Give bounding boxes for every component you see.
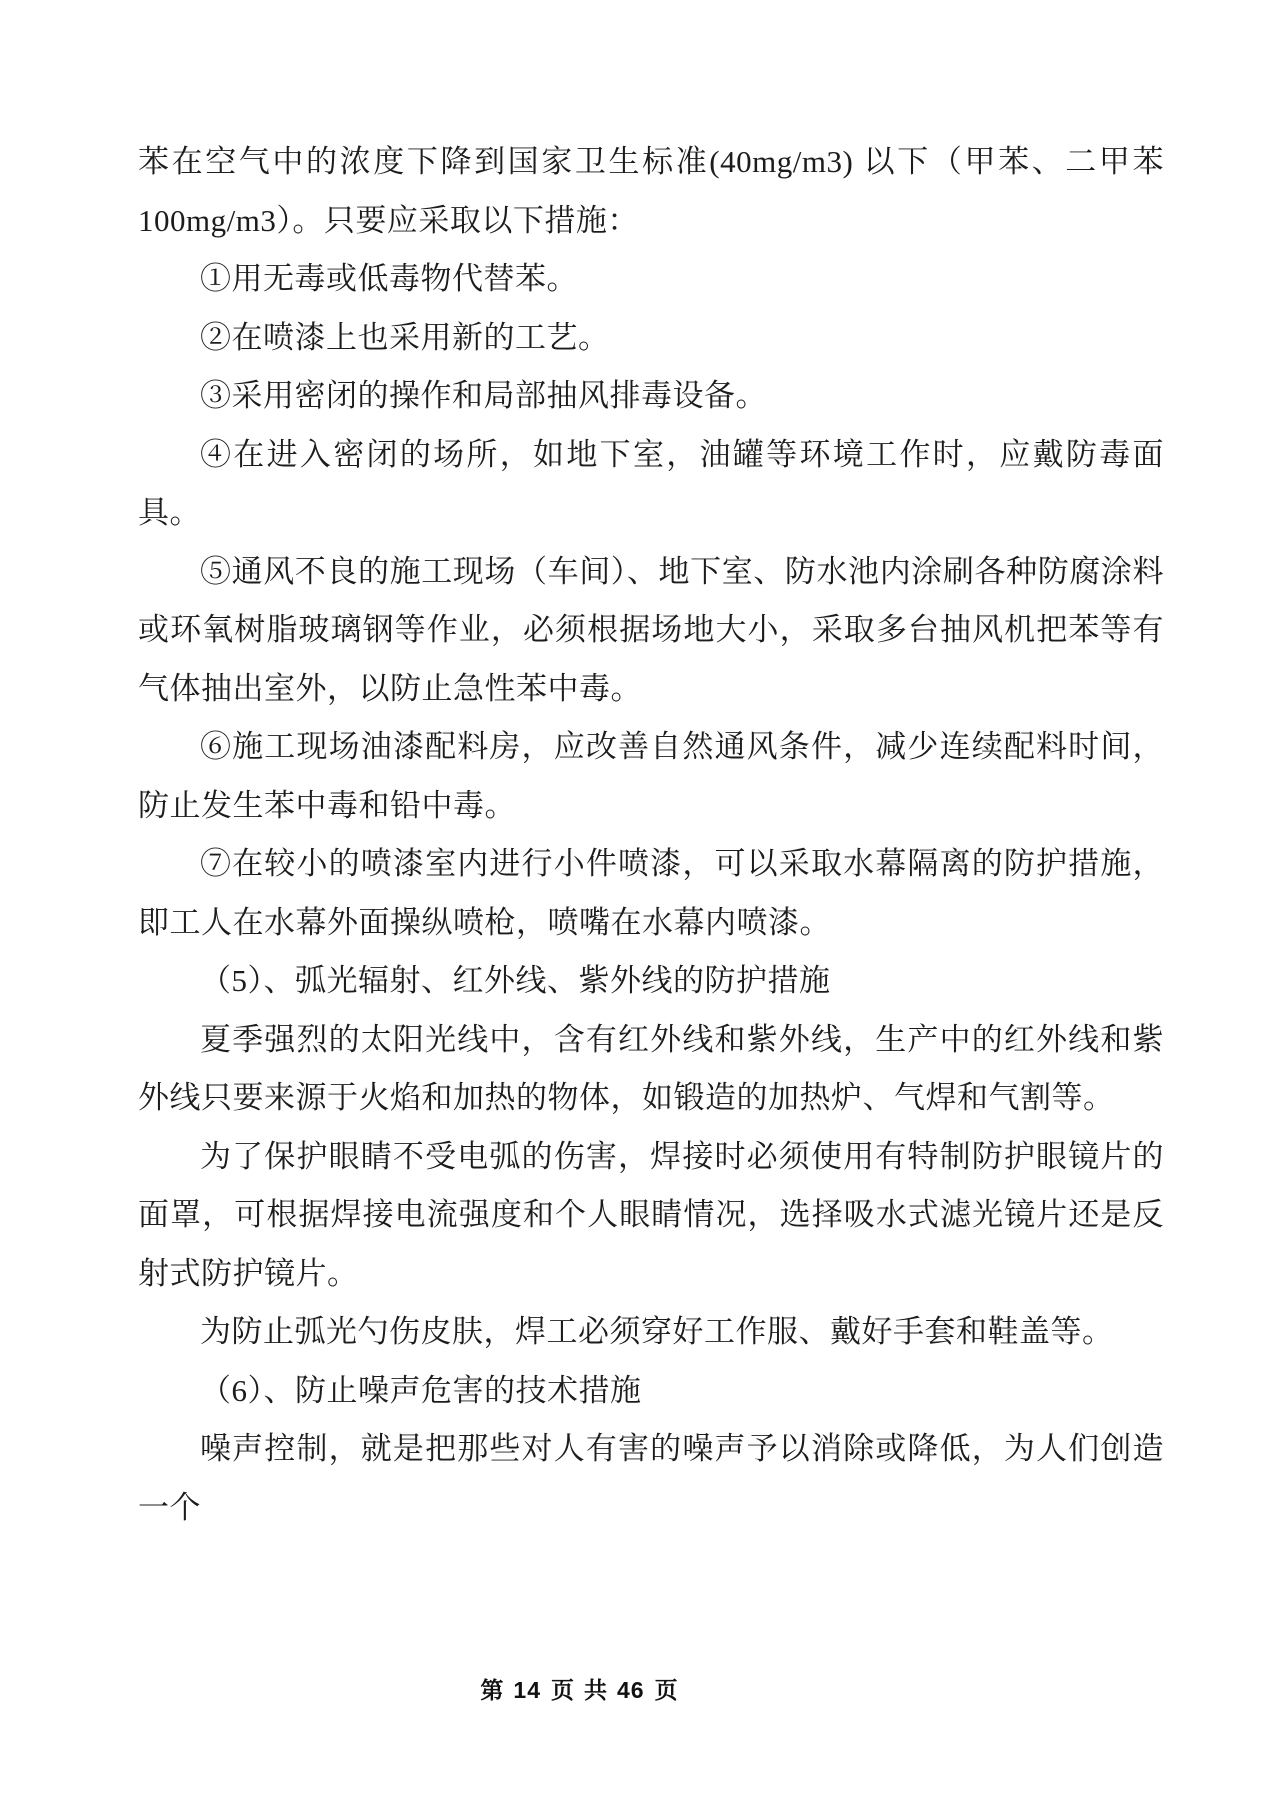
paragraph: ①用无毒或低毒物代替苯。	[200, 261, 578, 296]
footer-of-label: 共	[584, 1678, 607, 1703]
paragraph: 为了保护眼睛不受电弧的伤害，焊接时必须使用有特制防护眼镜片的面罩，可根据焊接电流强度和个人眼睛情况，选择吸水式滤光镜片还是反射式防护镜片。	[138, 1138, 1164, 1291]
paragraph: ③采用密闭的操作和局部抽风排毒设备。	[200, 378, 767, 413]
paragraph: 噪声控制，就是把那些对人有害的噪声予以消除或降低，为人们创造一个	[138, 1431, 1164, 1525]
page-footer	[0, 1672, 1158, 1705]
paragraph: 苯在空气中的浓度下降到国家卫生标准(40mg/m3) 以下（甲苯、二甲苯100mg/m3）。只要应采取以下措施：	[138, 144, 1164, 238]
paragraph: （5）、弧光辐射、红外线、紫外线的防护措施	[200, 963, 831, 998]
paragraph: ⑦在较小的喷漆室内进行小件喷漆，可以采取水幕隔离的防护措施，即工人在水幕外面操纵喷枪，喷嘴在水幕内喷漆。	[138, 846, 1164, 940]
footer-page-prefix: 第	[480, 1678, 504, 1703]
paragraph: ⑤通风不良的施工现场（车间）、地下室、防水池内涂刷各种防腐涂料或环氧树脂玻璃钢等作业，必须根据场地大小，采取多台抽风机把苯等有气体抽出室外，以防止急性苯中毒。	[138, 553, 1164, 706]
footer-pages-label: 页	[654, 1678, 678, 1703]
paragraph: ④在进入密闭的场所，如地下室，油罐等环境工作时，应戴防毒面具。	[138, 436, 1164, 530]
paragraph: 为防止弧光勺伤皮肤，焊工必须穿好工作服、戴好手套和鞋盖等。	[200, 1314, 1114, 1349]
footer-total-pages: 46	[617, 1677, 645, 1703]
footer-current-page: 14	[513, 1677, 541, 1703]
paragraph: ⑥施工现场油漆配料房，应改善自然通风条件，减少连续配料时间，防止发生苯中毒和铅中毒。	[138, 729, 1164, 823]
document-body	[138, 133, 1164, 1537]
paragraph: ②在喷漆上也采用新的工艺。	[200, 319, 610, 355]
footer-page-label: 页	[551, 1678, 574, 1703]
paragraph: （6）、防止噪声危害的技术措施	[200, 1372, 642, 1408]
paragraph: 夏季强烈的太阳光线中，含有红外线和紫外线，生产中的红外线和紫外线只要来源于火焰和加热的物体，如锻造的加热炉、气焊和气割等。	[138, 1021, 1164, 1115]
